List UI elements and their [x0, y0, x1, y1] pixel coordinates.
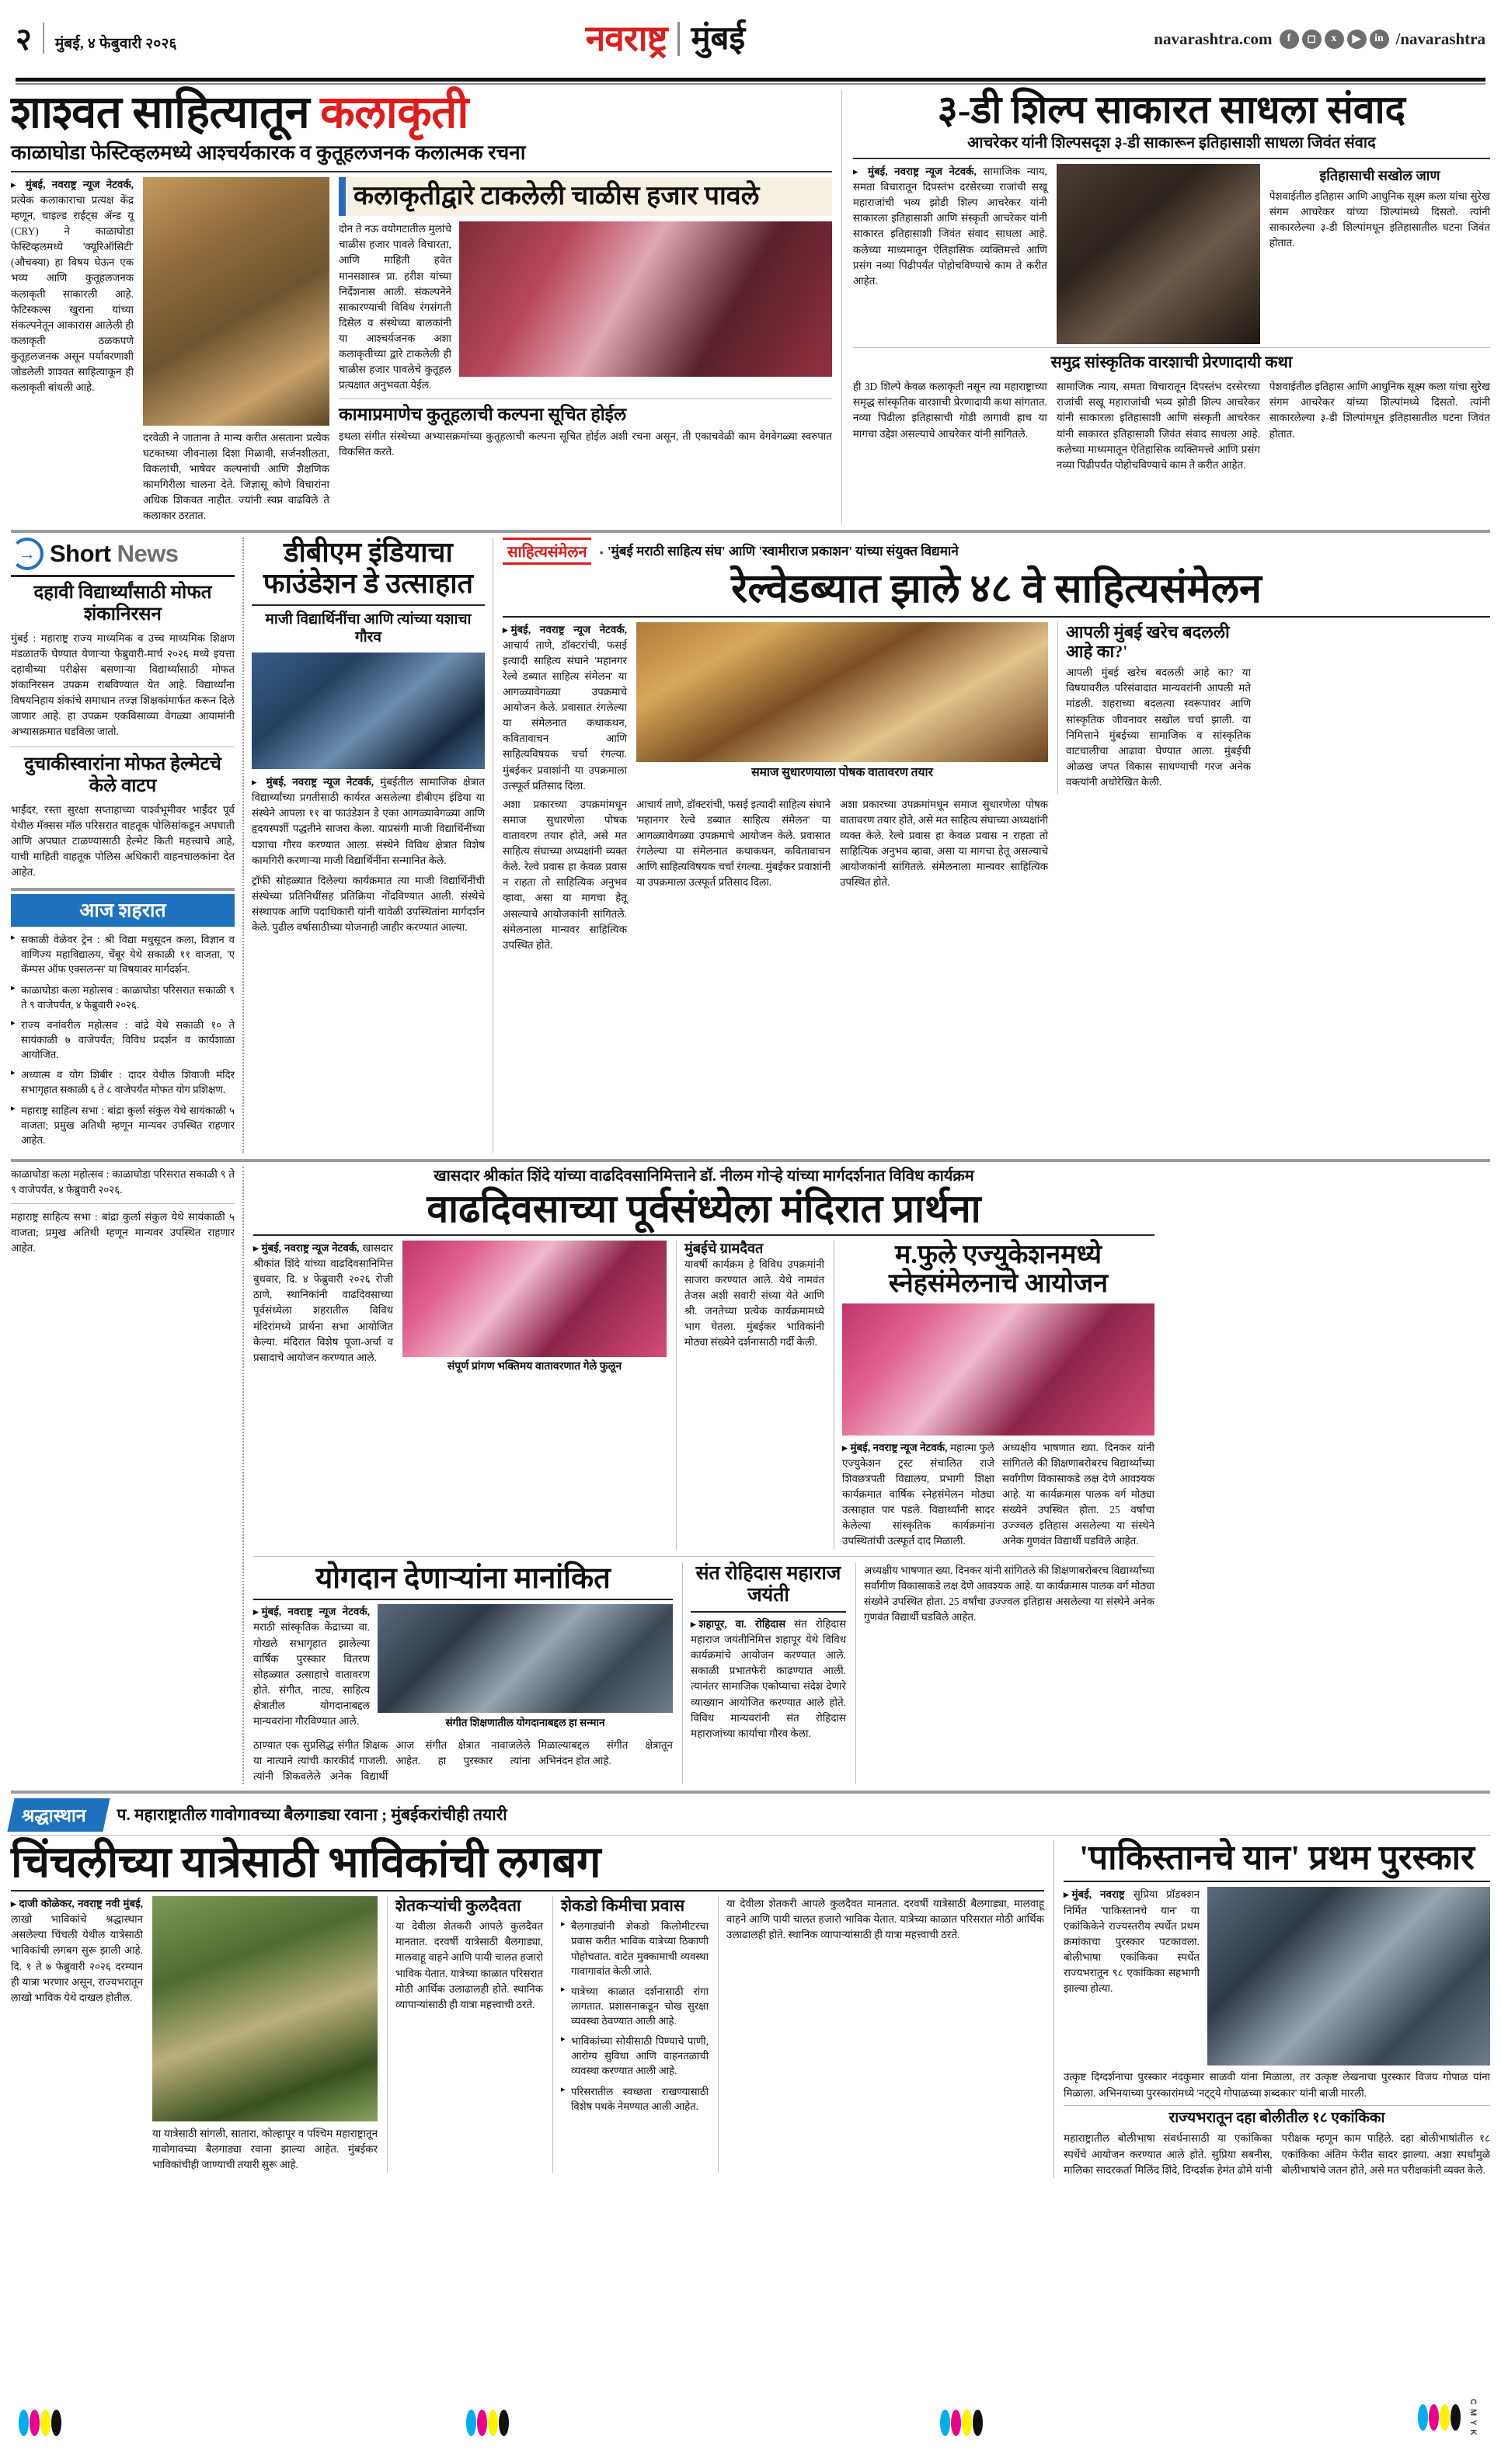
prarthna-lower-row — [253, 1563, 1154, 1784]
shraddhasthan-kicker: प. महाराष्ट्रातील गावोगावच्या बैलगाड्या रवाना ; मुंबईकरांचीही तयारी — [117, 1805, 507, 1825]
filler-text-2: महाराष्ट्र साहित्य सभा : बांद्रा कुर्ला संकुल येथे सायंकाळी ५ वाजता; प्रमुख अतिथी म्हणून मान्यवर उपस्थित राहणार आहेत. — [11, 1211, 235, 1255]
chinchli-body: लाखो भाविकांचे श्रद्धास्थान असलेल्या चिंचली येथील यात्रेसाठी भाविकांची लगबग सुरू झाली आहे. दि. १ ते ७ फेब्रुवारी २०२६ दरम्यान ही यात्रा भरणार असून, राज्यभरातून लाखो भाविक येथे दाखल होतील. — [11, 1913, 143, 2003]
pakistan-dateline: ▸ मुंबई, नवराष्ट्र — [1064, 1888, 1125, 1900]
masthead-logo-group — [586, 21, 745, 57]
prarthna-story — [242, 1167, 1164, 1784]
arrow-right-icon: → — [11, 538, 44, 570]
dbm-story — [242, 538, 493, 1153]
story-3d-extra-2: पेशवाईतील इतिहास आणि आधुनिक सूक्ष्म कला यांचा सुरेख संगम आचरेकर यांच्या शिल्पांमध्ये दिसतो. त्यांनी साकारलेल्या ३-डी शिल्पांमधून इतिहासातील घटना जिवंत होतात. — [1269, 381, 1490, 440]
list-item: ▸ यात्रेच्या काळात दर्शनासाठी रांगा लागतात. प्रशासनाकडून चोख सुरक्षा व्यवस्था ठेवण्यात आली आहे. — [561, 1984, 709, 2028]
mphule-story — [834, 1241, 1154, 1550]
masthead-rule — [16, 78, 1485, 82]
short-news-body-1: मुंबई : महाराष्ट्र राज्य माध्यमिक व उच्च माध्यमिक शिक्षण मंडळातर्फे घेण्यात येणाऱ्या फेब्रुवारी-मार्च २०२६ मध्ये इयत्ता दहावीच्या परीक्षेस बसणाऱ्या विद्यार्थ्यांसाठी मोफत शंकानिरसन उपक्रम राबविण्यात येत आहे. विद्यार्थ्यांना विषयनिहाय शंकांचे समाधान तज्ज्ञ शिक्षकांमार्फत करून दिले जाणार आहे. हा उपक्रम एकविसाव्या वेगळ्या आयामांनी अभ्यासक्रमात घडविला जातो. — [11, 632, 235, 738]
chinchli-sub1-title: शेतकऱ्यांची कुलदैवता — [395, 1896, 521, 1916]
masthead-rule-2 — [16, 83, 1485, 85]
mphule-dateline: ▸ मुंबई, नवराष्ट्र न्यूज नेटवर्क, — [842, 1442, 947, 1453]
x-icon[interactable]: x — [1325, 30, 1344, 49]
sahitya-kicker: ● 'मुंबई मराठी साहित्य संघ' आणि 'स्वामीराज प्रकाशन' यांच्या संयुक्त विद्यमाने — [599, 543, 958, 559]
dateline-header: मुंबई, ४ फेबुवारी २०२६ — [54, 36, 177, 52]
dbm-photo — [252, 653, 485, 769]
registration-mark-3 — [940, 2410, 983, 2436]
pakistan-body-2: उत्कृष्ट दिग्दर्शनाचा पुरस्कार नंदकुमार साळवी यांना मिळाला, तर उत्कृष्ट लेखनाचा पुरस्कार विजय गोपाळ यांना मिळाला. अभिनयाच्या पुरस्कारांमध्ये 'नट्ट्ये गोपाळच्या शब्दकार' यांनी बाजी मारली. — [1064, 2071, 1490, 2099]
band-separator-2 — [11, 1159, 1490, 1162]
story-3d-caption2-body: ही 3D शिल्पे केवळ कलाकृती नसून त्या महाराष्ट्राच्या समृद्ध सांस्कृतिक वारशाची प्रेरणादायी कथा सांगतात. नव्या पिढीला इतिहासाची गोडी लागावी हाच या मागचा उद्देश असल्याचे आचरेकर यांनी सांगितले. — [852, 381, 1047, 440]
chinchli-sub1-body: या देवीला शेतकरी आपले कुलदैवत मानतात. दरवर्षी यात्रेसाठी बैलगाड्या, मालवाहू वाहने आणि पायी चालत हजारो भाविक येतात. यात्रेच्या काळात परिसरात मोठी आर्थिक उलाढालही होते. स्थानिक व्यापाऱ्यांसाठी ही यात्रा महत्त्वाची ठरते. — [395, 1920, 543, 2010]
chinchli-body-2: या यात्रेसाठी सांगली, सातारा, कोल्हापूर व पश्चिम महाराष्ट्रातून गावोगावच्या बैलगाड्या रवाना झाल्या आहेत. मुंबईकर भाविकांचीही जाण्याची तयारी सुरू आहे. — [152, 2128, 378, 2171]
prarthna-side-col — [676, 1241, 824, 1550]
second-band — [11, 538, 1490, 1153]
chinchli-headline: चिंचलीच्या यात्रेसाठी भाविकांची लगबग — [11, 1838, 601, 1887]
aaj-shahrat-header: आज शहरात — [11, 894, 235, 927]
yogdan-body-2: ठाण्यात एक सुप्रसिद्ध संगीत शिक्षक या नात्याने त्यांची कारकीर्द गाजली. त्यांनी शिकवलेले अनेक विद्यार्थी आज संगीत क्षेत्रात नावाजलेले आहेत. हा पुरस्कार त्यांना मिळाल्याबद्दल संगीत क्षेत्रातून अभिनंदन होत आहे. — [253, 1738, 673, 1782]
top-band — [11, 89, 1490, 524]
short-news-item — [11, 754, 235, 880]
rohidas-title: संत रोहिदास महाराज जयंती — [695, 1562, 841, 1606]
list-item: ▸ भाविकांच्या सोयीसाठी पिण्याचे पाणी, आरोग्य सुविधा आणि वाहनतळाची व्यवस्था करण्यात आली आहे. — [561, 2034, 709, 2078]
chinchli-extra-body: या देवीला शेतकरी आपले कुलदैवत मानतात. दरवर्षी यात्रेसाठी बैलगाड्या, मालवाहू वाहने आणि पायी चालत हजारो भाविक येतात. यात्रेच्या काळात परिसरात मोठी आर्थिक उलाढालही होते. स्थानिक व्यापाऱ्यांसाठी ही यात्रा महत्त्वाची ठरते. — [726, 1898, 1044, 1941]
pakistan-caption: राज्यभरातून दहा बोलीतील १८ एकांकिका — [1064, 2105, 1490, 2132]
list-item: ▸ महाराष्ट्र साहित्य सभा : बांद्रा कुर्ला संकुल येथे सायंकाळी ५ वाजता; प्रमुख अतिथी म्हणून मान्यवर उपस्थित राहणार आहेत. — [11, 1103, 235, 1147]
short-news-column — [11, 538, 242, 1153]
aaj-shahrat-list — [11, 932, 235, 1147]
shraddhasthan-badge: श्रद्धास्थान — [7, 1798, 110, 1832]
yogdan-body: मराठी सांस्कृतिक केंद्राच्या वा. गोखले सभागृहात झालेल्या वार्षिक पुरस्कार वितरण सोहळ्यात उत्साहाचे वातावरण होते. संगीत, नाट्य, साहित्य क्षेत्रातील योगदानाबद्दल मान्यवरांना गौरविण्यात आले. — [253, 1621, 370, 1728]
story-3d-text-col — [853, 164, 1047, 344]
sahitya-story — [493, 538, 1490, 1153]
third-left-filler — [11, 1167, 242, 1784]
prarthna-side-title: मुंबईचे ग्रामदैवत — [684, 1240, 764, 1256]
story-3d-subhead: आचरेकर यांनी शिल्पसदृश ३-डी साकारून इतिहासाशी साधला जिवंत संवाद — [967, 134, 1376, 151]
masthead-left — [16, 23, 177, 55]
story-3d-extra-1: सामाजिक न्याय, समता विचारातून दिपस्तंभ दरसेरच्या राजांची सखू महाराजांची भव्य झोडी शिल्प आचरेकर यांनी साकारला इतिहासाशी आणि संस्कृती आचरेकर यांनी साकारत इतिहासाशी जिवंत संवाद साधला आहे. कलेच्या माध्यमातून ऐतिहासिक व्यक्तिमत्त्वे आणि प्रसंग नव्या पिढीपर्यंत पोहोचविण्याचे काम ते करीत आहेत. — [1056, 381, 1260, 471]
registration-mark-1 — [19, 2410, 61, 2436]
pakistan-headline: 'पाकिस्तानचे यान' प्रथम पुरस्कार — [1078, 1838, 1475, 1877]
story-3d-caption-2: समुद्र सांस्कृतिक वारशाची प्रेरणादायी कथा — [853, 347, 1490, 376]
lead-mid-headline: कलाकृतीद्वारे टाकलेली चाळीस हजार पावले — [353, 181, 760, 211]
pakistan-col-1 — [1064, 1887, 1200, 2066]
lead-mid-headline-2: कामाप्रमाणेच कुतूहलाची कल्पना सूचित होईल — [339, 405, 627, 425]
cmyk-label: C M Y K — [1468, 2398, 1478, 2436]
prarthna-body: खासदार श्रीकांत शिंदे यांच्या वाढदिवसानिमित्त बुधवार, दि. ४ फेब्रुवारी २०२६ रोजी ठाणे, स्थानिकांनी वाढदिवसाच्या पूर्वसंध्येला शहरातील विविध मंदिरांमध्ये प्रार्थना सभा आयोजित केल्या. मंदिरात विशेष पूजा-अर्चा व प्रसादाचे आयोजन करण्यात आले. — [253, 1241, 393, 1363]
lead-photo-2 — [459, 221, 832, 377]
story-3d-caption-body: पेशवाईतील इतिहास आणि आधुनिक सूक्ष्म कला यांचा सुरेख संगम आचरेकर यांच्या शिल्पांमध्ये दिसतो. त्यांनी साकारलेल्या ३-डी शिल्पांमधून इतिहासातील घटना जिवंत होतात. — [1269, 190, 1490, 249]
short-news-label-short: Short — [50, 540, 111, 568]
prarthna-kicker: खासदार श्रीकांत शिंदे यांच्या वाढदिवसानिमित्ताने डॉ. नीलम गोऱ्हे यांच्या मार्गदर्शनात विविध कार्यक्रम — [434, 1167, 974, 1185]
sahitya-badge: साहित्यसंमेलन — [503, 538, 591, 565]
lead-story — [11, 89, 841, 524]
sahitya-headline: रेल्वेडब्यात झाले ४८ वे साहित्यसंमेलन — [731, 567, 1262, 612]
lead-dateline: मुंबई, नवराष्ट्र न्यूज नेटवर्क, — [25, 178, 134, 190]
short-news-headline-2: दुचाकीस्वारांना मोफत हेल्मेटचे केले वाटप — [24, 754, 221, 797]
mphule-body-2: अध्यक्षीय भाषणात ख्या. दिनकर यांनी सांगितले की शिक्षणाबरोबरच विद्यार्थ्यांच्या सर्वांगीण विकासाकडे लक्ष देणे आवश्यक आहे. या कार्यक्रमास पालक वर्ग मोठ्या संख्येने उपस्थित होता. 25 वर्षांचा उज्ज्वल इतिहास असलेल्या या संस्थेने अनेक गुणवंत विद्यार्थी घडविले आहेत. — [1002, 1441, 1154, 1547]
dbm-body-2: ट्रॉफी सोहळ्यात दिलेल्या कार्यक्रमात त्या माजी विद्यार्थिनींची संस्थेच्या प्रतिनिधींसह प्रतिक्रिया नोंदविण्यात आली. संस्थेचे संस्थापक आणि पदाधिकारी यांनी यावेळी उपस्थितांना मार्गदर्शन केले. पुढील वर्षासाठीच्या योजनाही जाहीर करण्यात आल्या. — [252, 874, 485, 934]
lead-headline-black: शाश्वत साहित्यातून — [11, 87, 321, 137]
dbm-headline: डीबीएम इंडियाचा फाउंडेशन डे उत्साहात — [263, 537, 474, 600]
dbm-body: मुंबईतील सामाजिक क्षेत्रात विद्यार्थ्यांच्या प्रगतीसाठी कार्यरत असलेल्या डीबीएम इंडिया या संस्थेने आपला ११ वा फाउंडेशन डे एका आगळ्यावेगळ्या आणि हृदयस्पर्शी पद्धतीने साजरा केला. याप्रसंगी माजी विद्यार्थिनींच्या यशाचा गौरव करण्यात आला. संस्थेने विविध क्षेत्रात विशेष कामगिरी करणाऱ्या माजी विद्यार्थिनींना सन्मानित केले. — [252, 776, 485, 866]
story-3d-caption-col — [1269, 164, 1490, 344]
masthead-right — [1154, 30, 1485, 49]
band-separator-1 — [11, 530, 1490, 533]
chinchli-photo-col — [152, 1896, 378, 2173]
chinchli-sub-1 — [387, 1896, 543, 2173]
linkedin-icon[interactable]: in — [1370, 30, 1389, 49]
yogdan-story — [253, 1563, 673, 1784]
edition-name: मुंबई — [691, 21, 746, 57]
lead-headline — [11, 89, 832, 136]
lead-col-1 — [11, 177, 134, 524]
filler-text-1: काळाघोडा कला महोत्सव : काळाघोडा परिसरात सकाळी ९ ते ९ वाजेपर्यंत, ४ फेब्रुवारी २०२६. — [11, 1168, 235, 1196]
list-item: ▸ परिसरातील स्वच्छता राखण्यासाठी विशेष पथके नेमण्यात आली आहेत. — [561, 2084, 709, 2114]
lead-photo-col — [143, 177, 329, 524]
masthead — [11, 0, 1490, 78]
prarthna-col-1 — [253, 1241, 393, 1550]
prarthna-photo-col — [402, 1241, 667, 1550]
newspaper-logo: नवराष्ट्र — [585, 19, 667, 58]
logo-separator — [677, 22, 680, 56]
list-item: ▸ काळाघोडा कला महोत्सव : काळाघोडा परिसरात सकाळी ९ ते ९ वाजेपर्यंत, ४ फेब्रुवारी २०२६. — [11, 983, 235, 1012]
prarthna-dateline: ▸ मुंबई, नवराष्ट्र न्यूज नेटवर्क, — [253, 1242, 360, 1254]
sahitya-extra-1: अशा प्रकारच्या उपक्रमांमधून समाज सुधारणेला पोषक वातावरण तयार होते, असे मत साहित्य संघाच्या अध्यक्षांनी व्यक्त केले. रेल्वे प्रवास हा केवळ प्रवास न राहता तो साहित्यिक अनुभव व्हावा, असा या मागचा हेतू असल्याचे आयोजकांनी सांगितले. संमेलनाला मान्यवर साहित्यिक उपस्थित होते. — [503, 798, 627, 951]
story-3d-photo-col — [1057, 164, 1260, 344]
list-item: ▸ बैलगाड्यांनी शेकडो किलोमीटरचा प्रवास करीत भाविक यात्रेच्या ठिकाणी पोहोचतात. वाटेत मुक्कामाची व्यवस्था गावागावांत केली जाते. — [561, 1919, 709, 1979]
sahitya-photo — [636, 622, 1048, 762]
mphule-headline: म.फुले एज्युकेशनमध्ये स्नेहसंमेलनाचे आयोजन — [888, 1240, 1109, 1299]
social-handle: /navarashtra — [1395, 29, 1485, 48]
lead-mid-headline-box — [339, 177, 832, 216]
shraddhasthan-header-row — [11, 1798, 1490, 1832]
mphule-lower-body: अध्यक्षीय भाषणात ख्या. दिनकर यांनी सांगितले की शिक्षणाबरोबरच विद्यार्थ्यांच्या सर्वांगीण विकासाकडे लक्ष देणे आवश्यक आहे. या कार्यक्रमास पालक वर्ग मोठ्या संख्येने उपस्थित होता. 25 वर्षांचा उज्ज्वल इतिहास असलेल्या या संस्थेने अनेक गुणवंत विद्यार्थी घडविले आहेत. — [864, 1564, 1154, 1623]
story-3d — [841, 89, 1490, 524]
facebook-icon[interactable]: f — [1280, 30, 1299, 49]
registration-mark-4 — [1418, 2399, 1478, 2436]
lead-col-3 — [339, 177, 832, 524]
story-3d-headline: ३-डी शिल्प साकारत साधला संवाद — [937, 88, 1406, 131]
list-item: ▸ अध्यात्म व योग शिबीर : दादर येथील शिवाजी मंदिर सभागृहात सकाळी ६ ते ८ वाजेपर्यंत मोफत योग प्रशिक्षण. — [11, 1067, 235, 1097]
chinchli-extra-col — [718, 1896, 1044, 2173]
lead-mid-body-1: दोन ते नऊ वयोगटातील मुलांचे चाळीस हजार पावले विचारता, आणि माहिती हवेत मानसशास्त्र प्रा. हरीश यांच्या निर्देशनास आली. संकल्पनेने साकारण्याची विविध रंगसंगती दिसेल व संस्थेच्या बालकांनी या आश्चर्यजनक अशा कलाकृतीच्या द्वारे टाकलेली ही चाळीस हजार पावलेचे कुतूहल प्रत्यक्षात अनुभवता येईल. — [339, 223, 451, 392]
mphule-lower-text — [855, 1563, 1154, 1784]
sahitya-dateline: ▸ मुंबई, नवराष्ट्र न्यूज नेटवर्क, — [503, 624, 627, 635]
yogdan-photo — [378, 1604, 673, 1713]
sahitya-extra-2: आचार्य ताणे, डॉक्टरांची, फसई इत्यादी साहित्य संघाने 'महानगर रेल्वे डब्यात साहित्य संमेलन' या आगळ्यावेगळ्या उपक्रमाचे आयोजन केले. प्रवासात रंगलेल्या या संमेलनात कथाकथन, कवितावाचन आणि साहित्यविषयक चर्चा रंगल्या. मुंबईकर प्रवाशांनी या उपक्रमाला उत्स्फूर्त प्रतिसाद दिला. — [636, 798, 831, 889]
sahitya-extra-3: अशा प्रकारच्या उपक्रमांमधून समाज सुधारणेला पोषक वातावरण तयार होते, असे मत साहित्य संघाच्या अध्यक्षांनी व्यक्त केले. रेल्वे प्रवास हा केवळ प्रवास न राहता तो साहित्यिक अनुभव व्हावा, असा या मागचा हेतू असल्याचे आयोजकांनी सांगितले. संमेलनाला मान्यवर साहित्यिक उपस्थित होते. — [840, 798, 1048, 889]
band-separator-3 — [11, 1791, 1490, 1794]
third-band — [11, 1167, 1490, 1784]
rohidas-body: संत रोहिदास महाराज जयंतीनिमित्त शहापूर येथे विविध कार्यक्रमांचे आयोजन करण्यात आले. सकाळी प्रभातफेरी काढण्यात आली. त्यानंतर सामाजिक एकोप्याचा संदेश देणारे व्याख्यान आयोजित करण्यात आले होते. विविध मान्यवरांनी संत रोहिदास महाराजांच्या कार्याचा गौरव केला. — [691, 1618, 846, 1739]
chinchli-sub2-title: शेकडो किमीचा प्रवास — [561, 1896, 685, 1916]
lead-photo — [143, 177, 329, 426]
page-number: २ — [16, 22, 32, 57]
chinchli-dateline: ▸ दाजी कोळेकर, नवराष्ट्र नवी मुंबई, — [11, 1898, 143, 1909]
dbm-subhead: माजी विद्यार्थिनींचा आणि त्यांच्या यशाचा गौरव — [265, 611, 472, 646]
dbm-dateline: मुंबई, नवराष्ट्र न्यूज नेटवर्क, — [266, 776, 374, 788]
sahitya-caption: समाज सुधारणयाला पोषक वातावरण तयार — [751, 765, 933, 779]
pakistan-body: सुप्रिया प्रॉडक्शन निर्मित 'पाकिस्तानचे यान' या एकांकिकेने राज्यस्तरीय स्पर्धेत प्रथम क्रमांकाचा पुरस्कार पटकावला. बोलीभाषा एकांकिका स्पर्धेत राज्यभरातून ९८ एकांकिका सहभागी झाल्या होत्या. — [1064, 1888, 1200, 1995]
story-3d-body: सामाजिक न्याय, समता विचारातून दिपस्तंभ दरसेरच्या राजांची सखू महाराजांची भव्य झोडी शिल्प आचरेकर यांनी साकारला इतिहासाशी आणि संस्कृती आचरेकर यांनी साकारत इतिहासाशी जिवंत संवाद साधला आहे. कलेच्या माध्यमातून ऐतिहासिक व्यक्तिमत्त्वे आणि प्रसंग नव्या पिढीपर्यंत पोहोचविण्याचे काम ते करीत आहेत. — [852, 165, 1047, 287]
prarthna-side-body: यावर्षी कार्यक्रम हे विविध उपक्रमांनी साजरा करण्यात आले. येथे नामवंत तेजस अशी सवारी संध्या येते आणि श्री. जनतेच्या प्रत्येक कार्यक्रमामध्ये भाग घेतला. मुंबईकर भाविकांनी मोठ्या संख्येने दर्शनासाठी गर्दी केली. — [684, 1258, 824, 1349]
rohidas-story — [682, 1563, 846, 1784]
bottom-content — [11, 1840, 1490, 2178]
sahitya-side-headline: आपली मुंबई खरेच बदलली आहे का?' — [1066, 621, 1230, 661]
chinchli-story — [11, 1840, 1053, 2178]
yogdan-dateline: ▸ मुंबई, नवराष्ट्र न्यूज नेटवर्क, — [253, 1606, 370, 1617]
chinchli-photo — [152, 1896, 378, 2121]
short-news-body-2: भाईंदर, रस्ता सुरक्षा सप्ताहाच्या पार्श्वभूमीवर भाईंदर पूर्व येथील मॅक्सस मॉल परिसरात वाहतूक पोलिसांकडून अपघाती आणि अपघात टाळण्यासाठी हेल्मेट किती महत्त्वाचे आहे, याची माहिती वाहतूक पोलिस अधिकारी वाहनचालकांना देत आहेत. — [11, 803, 235, 879]
prarthna-photo — [402, 1241, 667, 1357]
lead-body-2: दरवेळी ने जाताना ते मान्य करीत असताना प्रत्येक घटकाच्या जीवनाला दिशा मिळावी, सर्जनशीलता, विकलांची, भाषेवर कल्पनांची आणि शैक्षणिक कामगिरीला चालना देते. जिज्ञासू कोणे विचारांना अधिक शिकवत नाहीत. ज्यांनी स्वप्न वाढविले ते कलाकार ठरतात. — [143, 431, 329, 522]
list-item: ▸ सकाळी वेळेवर ट्रेन : श्री विद्या मधुसूदन कला, विज्ञान व वाणिज्य महाविद्यालय, चेंबूर येथे सकाळी ११ वाजता, 'ए कॅम्पस ऑफ एक्सलन्स' या विषयावर मार्गदर्शन. — [11, 932, 235, 976]
short-news-item — [11, 583, 235, 740]
registration-mark-2 — [466, 2410, 509, 2436]
website-url[interactable]: navarashtra.com — [1154, 29, 1273, 48]
short-news-label-news: News — [117, 540, 179, 568]
prarthna-caption: संपूर्ण प्रांगण भक्तिमय वातावरणात गेले फुलून — [447, 1360, 622, 1373]
list-item: ▸ राज्य वनांवरील महोत्सव : वांद्रे येथे सकाळी १० ते सायंकाळी ७ वाजेपर्यंत; विविध प्रदर्शन व कार्यशाळा आयोजित. — [11, 1018, 235, 1062]
yogdan-caption: संगीत शिक्षणातील योगदानाबद्दल हा सन्मान — [445, 1717, 605, 1729]
pakistan-story — [1053, 1840, 1490, 2178]
instagram-icon[interactable]: ◻ — [1302, 30, 1322, 49]
lead-headline-red: कलाकृती — [320, 87, 468, 137]
sahitya-body: आचार्य ताणे, डॉक्टरांची, फसई इत्यादी साहित्य संघाने 'महानगर रेल्वे डब्यात साहित्य संमेलन' या आगळ्यावेगळ्या उपक्रमाचे आयोजन केले. प्रवासात रंगलेल्या या संमेलनात कथाकथन, कवितावाचन आणि साहित्यविषयक चर्चा रंगल्या. मुंबईकर प्रवाशांनी या उपक्रमाला उत्स्फूर्त प्रतिसाद दिला. — [503, 639, 627, 792]
lead-subhead: काळाघोडा फेस्टिव्हलमध्ये आश्चर्यकारक व कुतूहलजनक कलात्मक रचना — [11, 141, 526, 165]
pakistan-caption-body: महाराष्ट्रातील बोलीभाषा संवर्धनासाठी या एकांकिका स्पर्धेचे आयोजन करण्यात आले होते. सुप्रिया सबनीस, मालिका सादरकर्ता मिलिंद शिंदे, दिग्दर्शक हेमंत ढोमे यांनी परीक्षक म्हणून काम पाहिले. दहा बोलीभाषांतील १८ एकांकिका अंतिम फेरीत सादर झाल्या. अशा स्पर्धांमुळे बोलीभाषांचे जतन होते, असे मत परीक्षकांनी व्यक्त केले. — [1064, 2132, 1490, 2176]
social-icons — [1280, 30, 1389, 49]
chinchli-col-1 — [11, 1896, 143, 2173]
sahitya-col-1 — [503, 622, 627, 794]
chinchli-sub-2 — [552, 1896, 709, 2173]
pakistan-photo — [1207, 1887, 1490, 2066]
bottom-band — [11, 1798, 1490, 2178]
short-news-headline-1: दहावी विद्यार्थ्यांसाठी मोफत शंकानिरसन — [33, 583, 212, 625]
short-news-header — [11, 538, 235, 573]
youtube-icon[interactable]: ▶ — [1347, 30, 1367, 49]
story-3d-caption: इतिहासाची सखोल जाण — [1319, 168, 1440, 183]
sahitya-side-col — [1057, 622, 1251, 794]
sahitya-photo-col — [636, 622, 1048, 794]
story-3d-dateline: मुंबई, नवराष्ट्र न्यूज नेटवर्क, — [868, 165, 977, 177]
mphule-body: महात्मा फुले एज्युकेशन ट्रस्ट संचालित राजे शिवछत्रपती विद्यालय, प्रभागी शिक्षा कार्यक्रमात वार्षिक स्नेहसंमेलन मोठ्या उत्साहात पार पडले. विद्यार्थ्यांनी सादर केलेल्या सांस्कृतिक कार्यक्रमांना उपस्थितांची उत्स्फूर्त दाद मिळाली. — [842, 1441, 995, 1547]
sahitya-kicker-row — [503, 538, 1490, 565]
masthead-divider — [43, 23, 44, 54]
prarthna-headline: वाढदिवसाच्या पूर्वसंध्येला मंदिरात प्रार्थना — [427, 1186, 981, 1230]
lead-body-1: प्रत्येक कलाकाराचा प्रत्यक्ष केंद्र म्हणून, चाइल्ड राईट्स ॲन्ड यू (CRY) ने काळाघोडा फेस्टिव्हलमध्ये 'क्यूरिऑसिटी' (औचक्या) हा विषय घेऊन एक भव्य आणि कुतूहलजनक कलाकृती साकारली आहे. फेटिस्कल्स खुराना यांच्या संकल्पनेतून आकारास आलेली ही कलाकृती ठळकपणे कुतूहलजनक असून पर्यावरणाशी जोडलेली शाश्वत साहित्याकून ही कलाकृती बांधली आहे. — [11, 193, 134, 394]
lead-dateline-para — [11, 177, 134, 396]
rohidas-dateline: ▸ शहापूर, वा. रोहिदास — [691, 1618, 785, 1630]
sahitya-side-body: आपली मुंबई खरेच बदलली आहे का? या विषयावरील परिसंवादात मान्यवरांनी आपली मते मांडली. शहराच्या बदलत्या स्वरूपावर आणि सांस्कृतिक जीवनावर सखोल चर्चा झाली. या निमित्ताने मुंबईच्या सामाजिक व सांस्कृतिक वाटचालीचा आढावा घेण्यात आला. मुंबईची ओळख जपत विकास साधण्याची गरज अनेक वक्त्यांनी अधोरेखित केली. — [1066, 666, 1251, 788]
lead-mid-body-2: इथला संगीत संस्थेच्या अभ्यासक्रमांच्या कुतूहलाची कल्पना सूचित होईल अशी रचना असून, ती एकाचवेळी काम वेगवेगळ्या स्वरुपात विकसित करते. — [339, 430, 832, 458]
mphule-photo — [842, 1303, 1154, 1436]
story-3d-photo — [1057, 164, 1260, 344]
yogdan-headline: योगदान देणाऱ्यांना मानांकित — [315, 1561, 611, 1595]
